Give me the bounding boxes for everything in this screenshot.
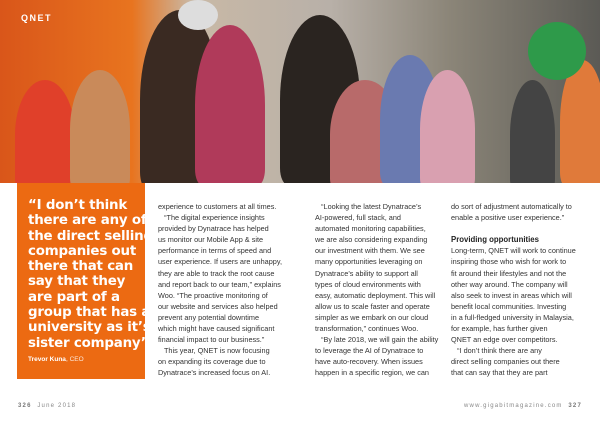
text-line: simpler as we embark on our cloud xyxy=(315,312,429,322)
text-line: user experience. If users are unhappy, xyxy=(158,257,282,267)
text-line: experience to customers at all times. xyxy=(158,202,277,211)
footer-left xyxy=(18,403,76,409)
text-line: easy, automatic deployment. This will xyxy=(315,290,436,300)
text-line: on expanding its coverage due to xyxy=(158,357,266,367)
text-line: AI-powered, full stack, and xyxy=(315,213,401,223)
pull-quote-text xyxy=(28,198,153,351)
brand-logo: QNET xyxy=(21,13,53,23)
quote-line: there are any of xyxy=(28,213,147,229)
text-line: Dynatrace’s ability to support all xyxy=(315,268,418,278)
text-column-3 xyxy=(451,201,576,379)
text-line: QNET an edge over competitors. xyxy=(451,335,558,345)
page-number-right: 327 xyxy=(568,403,582,409)
text-line: happen in a specific region, we can xyxy=(315,368,429,378)
text-line: inspiring those who wish for work to xyxy=(451,257,567,267)
text-line: many opportunities leveraging on xyxy=(315,257,423,267)
text-line: for example, has further given xyxy=(451,324,548,334)
text-line: provided by Dynatrace has helped xyxy=(158,224,269,234)
text-line: that can say that they are part xyxy=(451,368,548,378)
text-line: financial impact to our business.” xyxy=(158,335,265,345)
text-line: also seek to invest in areas which will xyxy=(451,290,572,300)
section-heading: Providing opportunities xyxy=(451,235,539,245)
text-line: to leverage the AI of Dynatrace to xyxy=(315,346,424,356)
text-line: Long-term, QNET will work to continue xyxy=(451,246,576,256)
quote-line: there that can xyxy=(28,259,134,275)
text-line: This year, QNET is now focusing xyxy=(158,346,270,356)
hero-photo xyxy=(0,0,600,183)
quote-line: group that has a xyxy=(28,305,151,321)
quote-author: Trevor Kuna xyxy=(28,355,66,363)
text-line: benefit local communities. Investing xyxy=(451,301,567,311)
text-line: allow us to scale faster and operate xyxy=(315,301,430,311)
quote-line: are part of a xyxy=(28,289,120,305)
text-line: automated monitoring capabilities, xyxy=(315,224,426,234)
pull-quote xyxy=(17,183,153,379)
quote-line: the direct selling xyxy=(28,228,153,244)
text-line: transformation,” continues Woo. xyxy=(315,324,419,334)
quote-line: university as it’s xyxy=(28,320,151,336)
quote-attribution: Trevor Kuna, CEO xyxy=(28,355,84,363)
quote-line: “I don’t think xyxy=(28,198,128,213)
text-column-1 xyxy=(158,201,282,379)
text-line: they are able to track the root cause xyxy=(158,268,275,278)
page-number-left: 326 xyxy=(18,403,32,409)
quote-line: say that they xyxy=(28,274,126,290)
website-url[interactable]: www.gigabitmagazine.com xyxy=(464,403,563,409)
text-line: us monitor our Mobile App & site xyxy=(158,235,264,245)
footer-right xyxy=(464,403,582,409)
issue-date: June 2018 xyxy=(37,403,77,409)
text-line: “By late 2018, we will gain the ability xyxy=(315,335,439,345)
text-line: direct selling companies out there xyxy=(451,357,560,367)
text-line: “I don’t think there are any xyxy=(451,346,542,356)
text-line: “The digital experience insights xyxy=(158,213,265,223)
text-line: “Looking the latest Dynatrace’s xyxy=(315,202,422,211)
text-line: types of cloud environments with xyxy=(315,279,421,289)
quote-line: sister company” xyxy=(28,335,150,351)
text-line: have auto-recovery. When issues xyxy=(315,357,423,367)
text-line: Woo. “The proactive monitoring of xyxy=(158,290,268,300)
text-line: our investment with them. We see xyxy=(315,246,425,256)
text-line: performance in terms of speed and xyxy=(158,246,272,256)
text-line: other way around. The company will xyxy=(451,279,568,289)
text-line: our website and services also helped xyxy=(158,301,278,311)
quote-role: CEO xyxy=(69,355,84,363)
text-column-2 xyxy=(315,201,438,379)
text-line: Dynatrace’s increased focus on AI. xyxy=(158,368,271,378)
text-line: in a full-fledged university in Malaysia, xyxy=(451,312,574,322)
text-line: and report back to our team,” explains xyxy=(158,279,281,289)
text-line: do sort of adjustment automatically to xyxy=(451,202,572,211)
text-line: enable a positive user experience.” xyxy=(451,213,565,223)
text-line: which might have caused significant xyxy=(158,324,275,334)
text-line: fit around their lifestyles and not the xyxy=(451,268,567,278)
text-line xyxy=(451,223,576,234)
text-line: we are also considering expanding xyxy=(315,235,428,245)
quote-line: companies out xyxy=(28,243,137,259)
text-line: prevent any potential downtime xyxy=(158,312,260,322)
